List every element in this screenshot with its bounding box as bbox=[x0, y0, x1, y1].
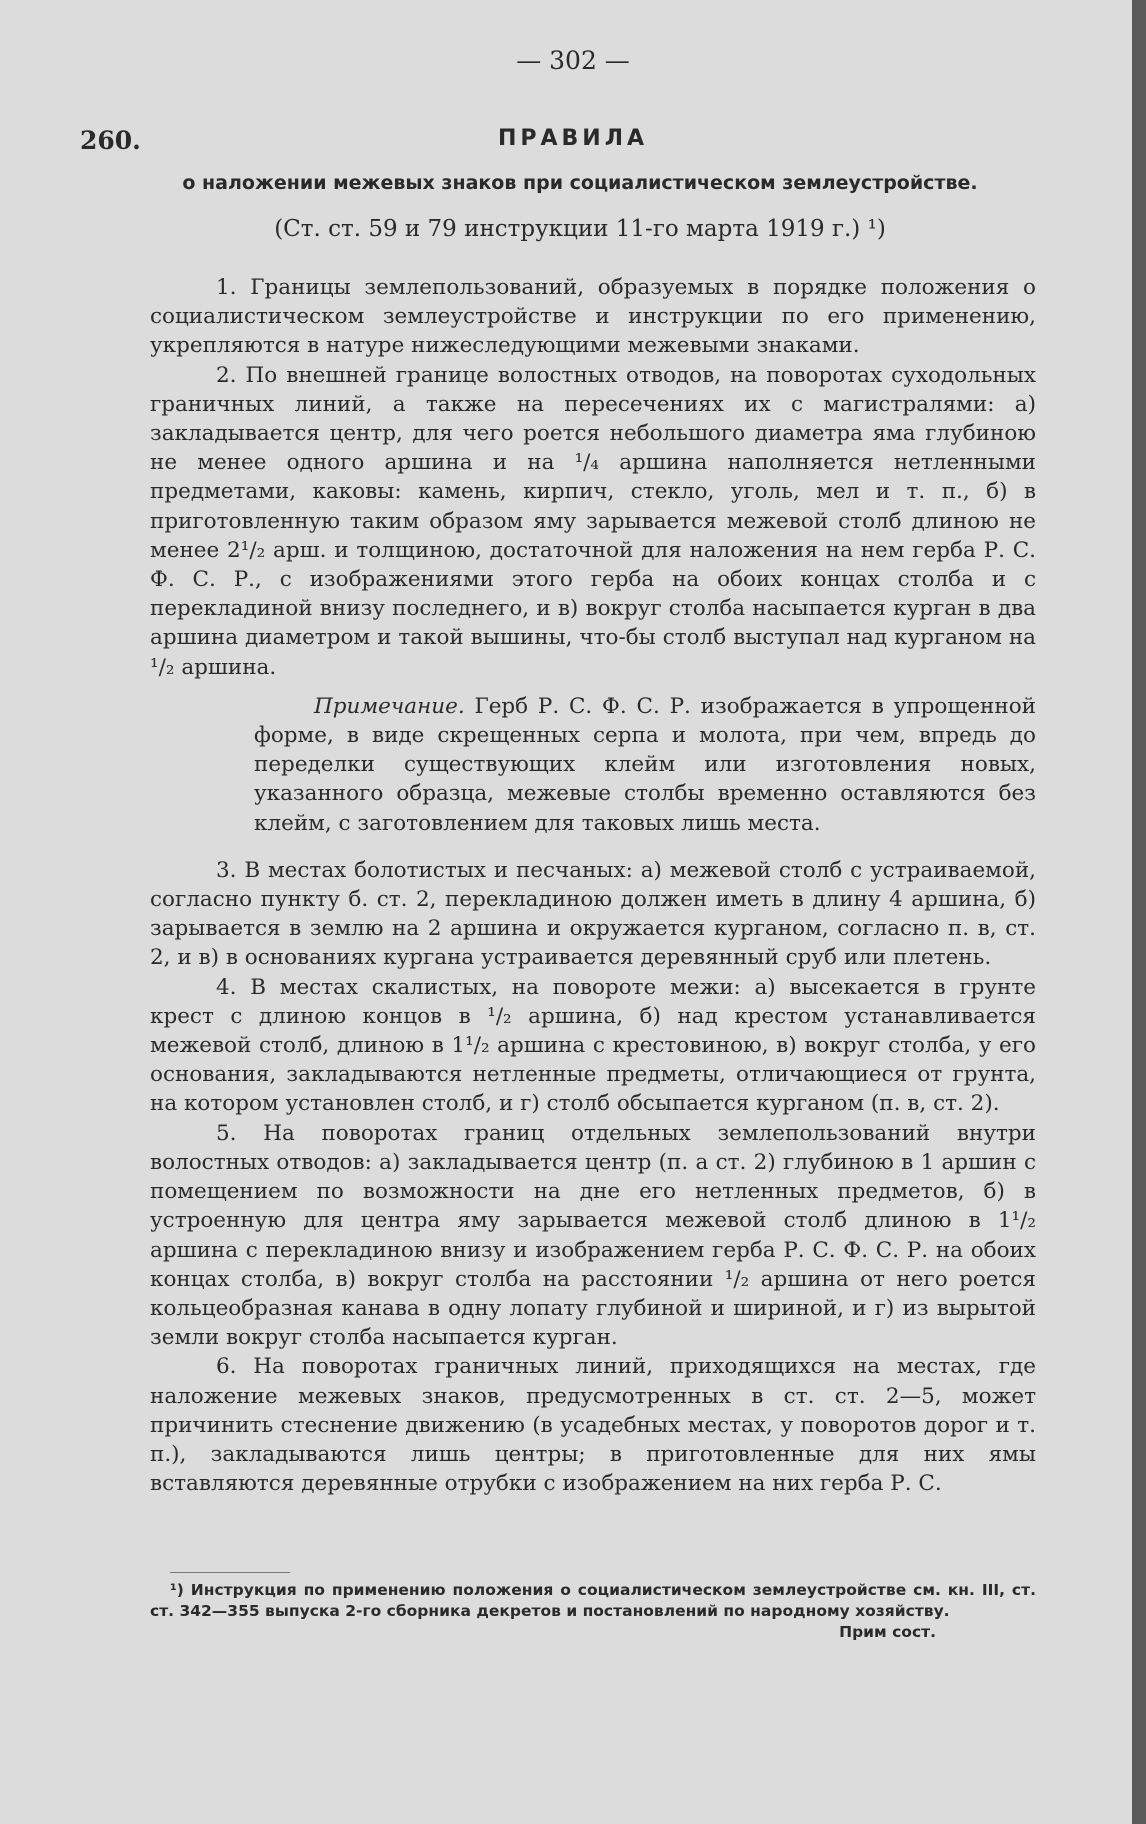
document-number: 260. bbox=[80, 126, 141, 155]
footnote-text: ¹) Инструкция по применению положения о социалистическом землеустройстве см. кн. III, ст. ст. 342—355 выпуска 2-го сборника декретов и постановлений по народному хозяйству. bbox=[150, 1581, 1036, 1620]
page-number: — 302 — bbox=[516, 46, 630, 75]
footnote-divider bbox=[170, 1572, 290, 1573]
paragraph-4: 4. В местах скалистых, на повороте межи: а) высекается в грунте крест с длиною концов в ¹/₂ аршина, б) над крестом устанавливается межевой столб, длиною в 1¹/₂ аршина с крестовиною, в) вокруг столба, у его основания, закладываются нетленные предметы, отличающиеся от грунта, на котором установлен столб, и г) столб обсыпается курганом (п. в, ст. 2). bbox=[150, 974, 1036, 1117]
scan-edge bbox=[1132, 0, 1146, 1824]
footnote bbox=[150, 1580, 1036, 1643]
paragraph-6: 6. На поворотах граничных линий, приходящихся на местах, где наложение межевых знаков, предусмотренных в ст. ст. 2—5, может причинить стеснение движению (в усадебных местах, у поворотов дорог и т. п.), закладываются лишь центры; в приготовленные для них ямы вставляются деревянные отрубки с изображением на них герба Р. С. bbox=[150, 1354, 1036, 1497]
paragraph-3: 3. В местах болотистых и песчаных: а) межевой столб с устраиваемой, согласно пункту б. ст. 2, перекладиною должен иметь в длину 4 аршина, б) зарывается в землю на 2 аршина и окружается курганом, согласно п. в, ст. 2, и в) в основаниях кургана устраивается деревянный сруб или плетень. bbox=[150, 857, 1036, 971]
paragraph-1: 1. Границы землепользований, образуемых в порядке положения о социалистическом землеустройстве и инструкции по его применению, укрепляются в натуре нижеследующими межевыми знаками. bbox=[150, 275, 1036, 359]
document-body bbox=[150, 273, 1036, 1498]
note-text: Герб Р. С. Ф. С. Р. изображается в упрощенной форме, в виде скрещенных серпа и молота, при чем, впредь до переделки существующих клейм или изготовления новых, указанного образца, межевые столбы временно оставляются без клейм, с заготовлением для таковых лишь места. bbox=[254, 693, 1036, 836]
footnote-tag: Прим сост. bbox=[839, 1623, 936, 1641]
document-subtitle: о наложении межевых знаков при социалистическом землеустройстве. bbox=[182, 172, 978, 194]
note-label: Примечание. bbox=[314, 693, 465, 719]
source-reference: (Ст. ст. 59 и 79 инструкции 11-го марта 1919 г.) ¹) bbox=[274, 216, 886, 242]
paragraph-2: 2. По внешней границе волостных отводов, на поворотах суходольных граничных линий, а также на пересечениях их с магистралями: а) закладывается центр, для чего роется небольшого диаметра яма глубиною не менее одного аршина и на ¹/₄ аршина наполняется нетленными предметами, каковы: камень, кирпич, стекло, уголь, мел и т. п., б) в приготовленную таким образом яму зарывается межевой столб длиною не менее 2¹/₂ арш. и толщиною, достаточной для наложения на нем герба Р. С. Ф. С. Р., с изображениями этого герба на обоих концах столба и с перекладиной внизу последнего, и в) вокруг столба насыпается курган в два аршина диаметром и такой вышины, что-бы столб выступал над курганом на ¹/₂ аршина. bbox=[150, 362, 1036, 680]
note-paragraph bbox=[254, 692, 1036, 838]
paragraph-5: 5. На поворотах границ отдельных землепользований внутри волостных отводов: а) закладывается центр (п. а ст. 2) глубиною в 1 аршин с помещением по возможности на дне его нетленных предметов, б) в устроенную для центра яму зарывается межевой столб длиною в 1¹/₂ аршина с перекладиною внизу и изображением герба Р. С. Ф. С. Р. на обоих концах столба, в) вокруг столба на расстоянии ¹/₂ аршина от него роется кольцеобразная канава в одну лопату глубиной и шириной, и г) из вырытой земли вокруг столба насыпается курган. bbox=[150, 1120, 1036, 1351]
document-title: ПРАВИЛА bbox=[497, 126, 649, 151]
